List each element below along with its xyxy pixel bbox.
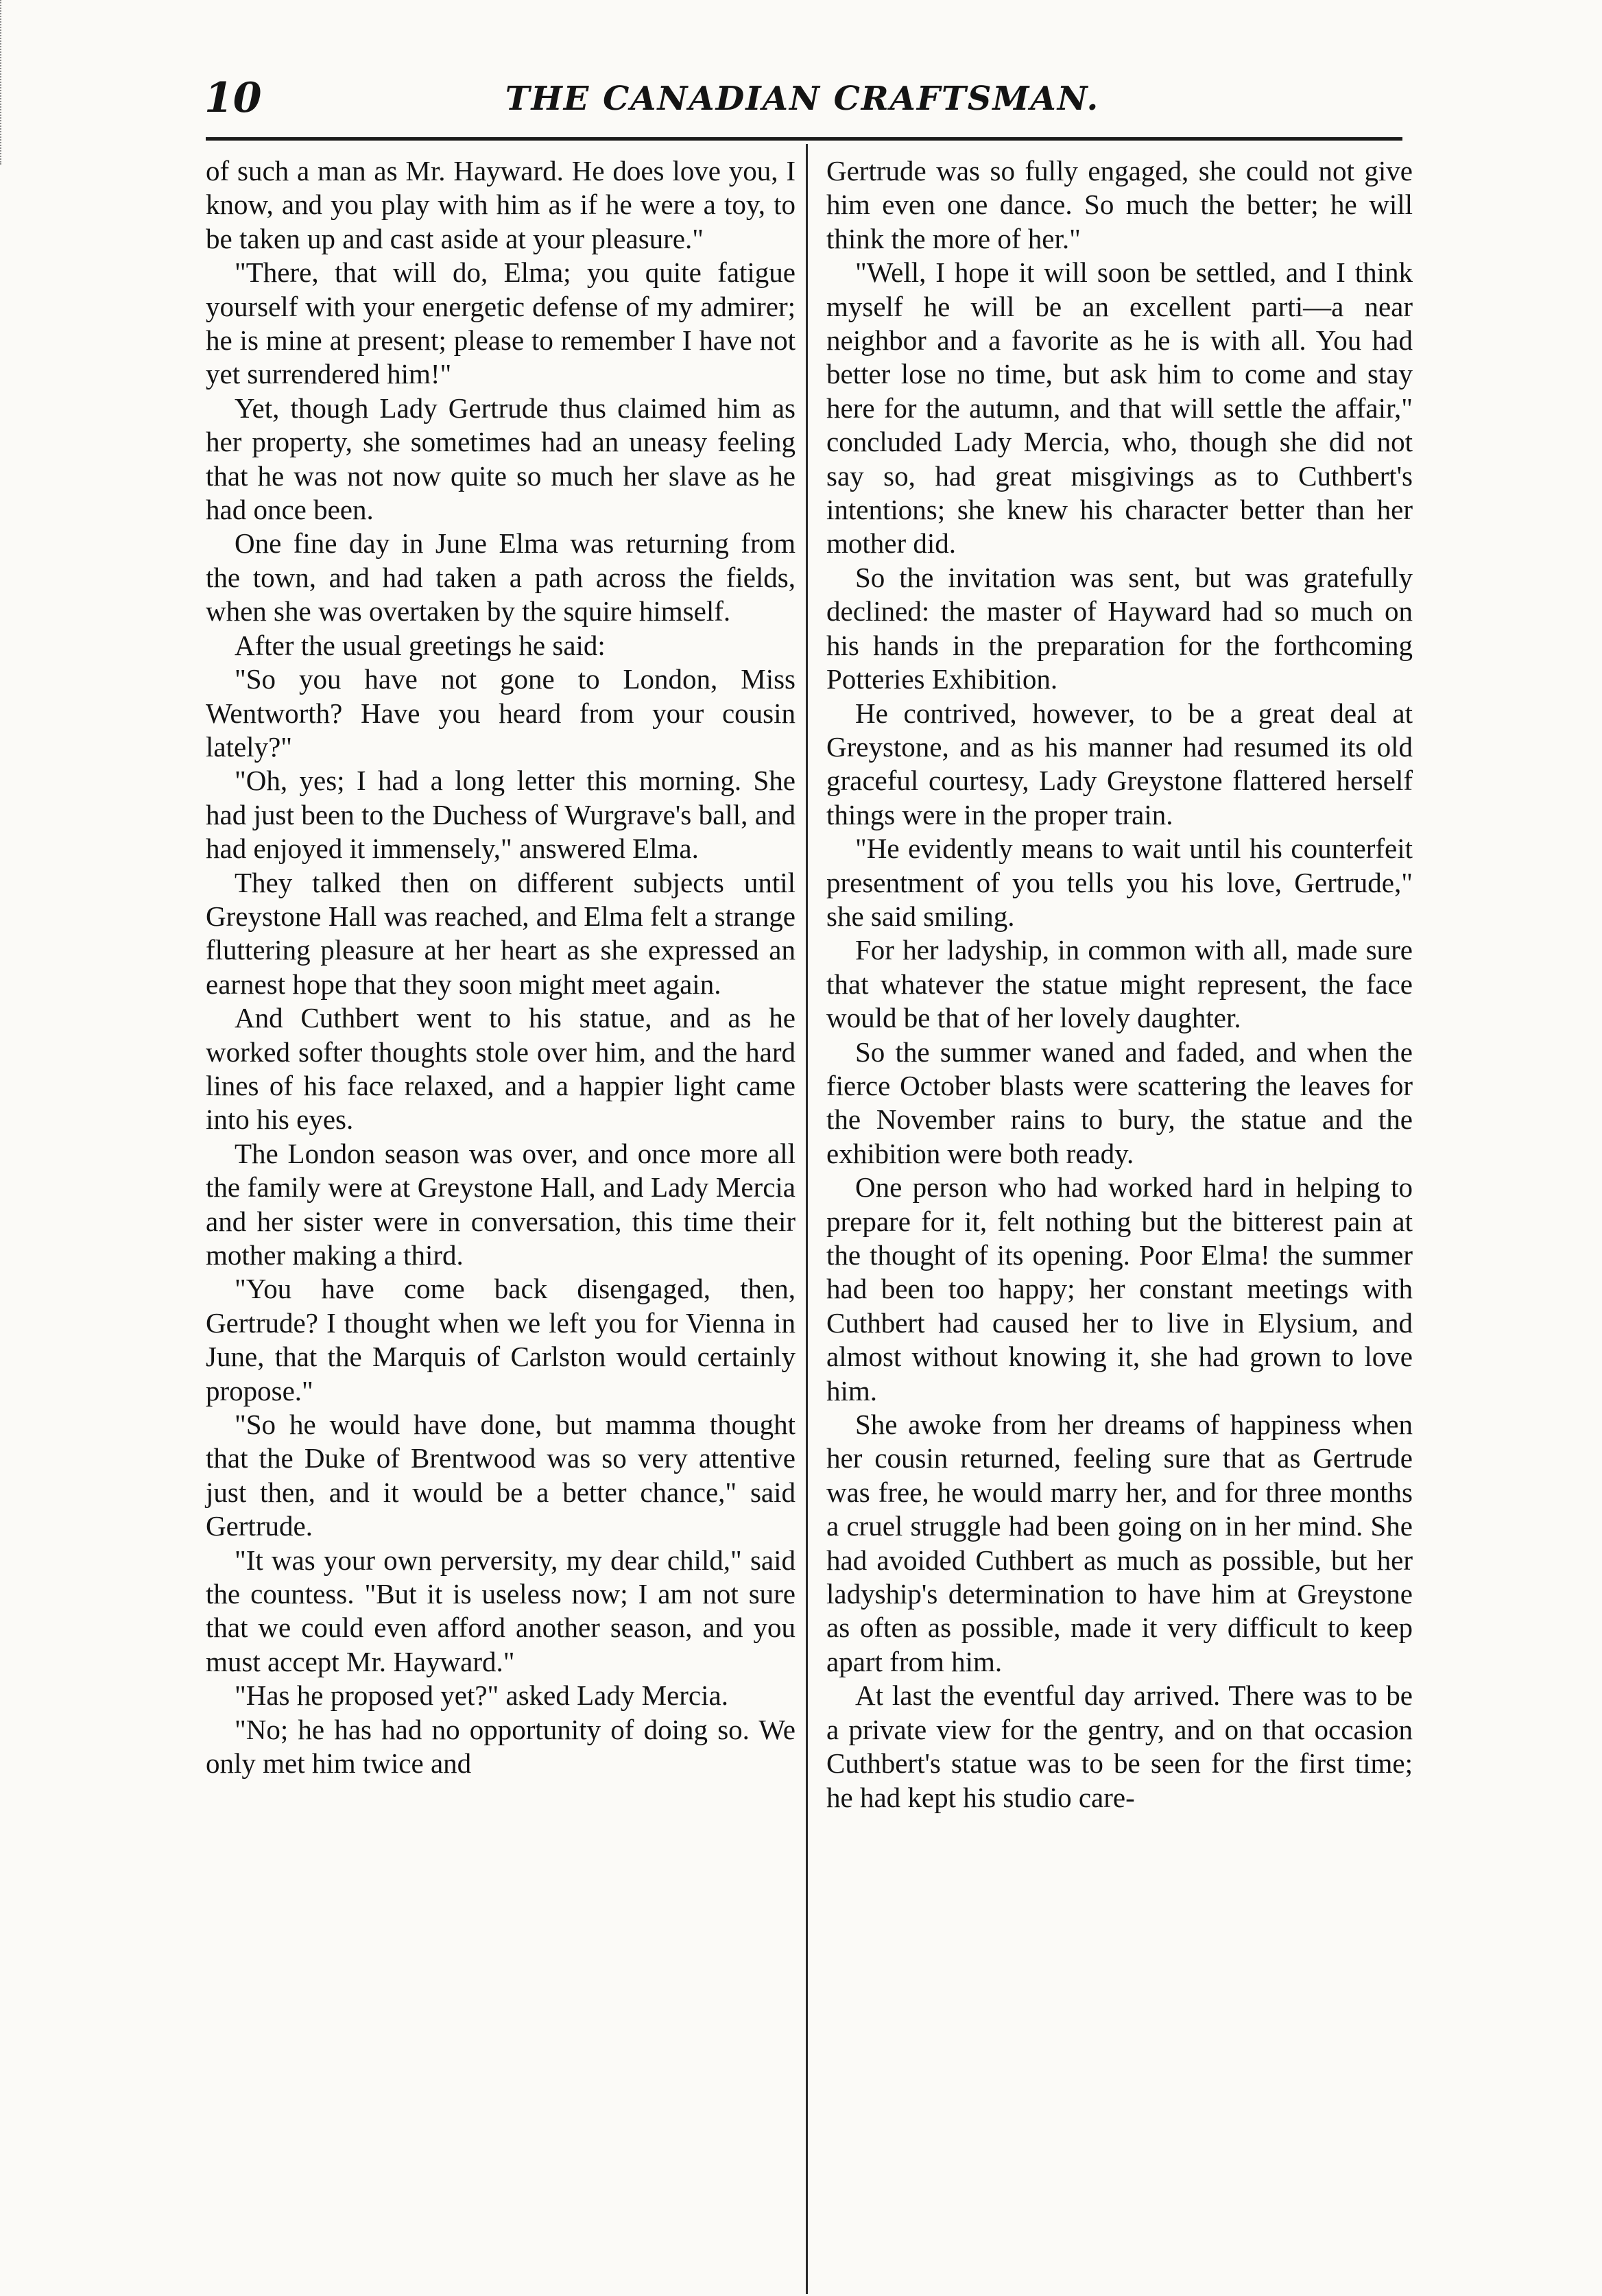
- paragraph: "So you have not gone to London, Miss Wentworth? Have you heard from your cousin lately?": [206, 663, 796, 763]
- paragraph: After the usual greetings he said:: [235, 629, 606, 661]
- paragraph: "No; he has had no opportunity of doing so. We only met him twice and: [206, 1713, 796, 1780]
- paragraph: "Oh, yes; I had a long letter this morning. She had just been to the Duchess of Wurgrave's ball, and had enjoyed it immensely," answered Elma.: [206, 765, 796, 865]
- paragraph: So the invitation was sent, but was gratefully declined: the master of Hayward had so much on his hands in the preparation for the forthcoming Potteries Exhibition.: [826, 561, 1413, 695]
- left-column: [206, 154, 796, 1781]
- right-column: [826, 154, 1413, 1815]
- paragraph: One fine day in June Elma was returning from the town, and had taken a path across the fields, when she was overtaken by the squire himself.: [206, 527, 796, 627]
- paragraph: of such a man as Mr. Hayward. He does love you, I know, and you play with him as if he were a toy, to be taken up and cast aside at your pleasure.": [206, 155, 796, 254]
- paragraph: "Well, I hope it will soon be settled, and I think myself he will be an excellent parti—a near neighbor and a favorite as he is with all. You had better lose no time, but ask him to come and stay here for the autumn, and that will settle the affair," concluded Lady Mercia, who, though she did not say so, had great misgivings as to Cuthbert's intentions; she knew his character better than her mother did.: [826, 256, 1413, 560]
- page-header: [199, 74, 1406, 136]
- paragraph: "It was your own perversity, my dear child," said the countess. "But it is useless now; I am not sure that we could even afford another season, and you must accept Mr. Hayward.": [206, 1544, 796, 1677]
- paragraph: "You have come back disengaged, then, Gertrude? I thought when we left you for Vienna in June, that the Marquis of Carlston would certainly propose.": [206, 1273, 796, 1407]
- paragraph: One person who had worked hard in helping to prepare for it, felt nothing but the bitterest pain at the thought of its opening. Poor Elma! the summer had been too happy; her constant meetings with Cuthbert had caused her to live in Elysium, and almost without knowing it, she had grown to love him.: [826, 1171, 1413, 1407]
- paragraph: So the summer waned and faded, and when the fierce October blasts were scattering the leaves for the November rains to bury, the statue and the exhibition were both ready.: [826, 1036, 1413, 1169]
- paragraph: "So he would have done, but mamma thought that the Duke of Brentwood was so very attentive just then, and it would be a better chance," said Gertrude.: [206, 1409, 796, 1542]
- paragraph: "He evidently means to wait until his counterfeit presentment of you tells you his love, Gertrude," she said smiling.: [826, 833, 1413, 932]
- paragraph: For her ladyship, in common with all, made sure that whatever the statue might represent, the face would be that of her lovely daughter.: [826, 934, 1413, 1034]
- paragraph: At last the eventful day arrived. There was to be a private view for the gentry, and on that occasion Cuthbert's statue was to be seen for the first time; he had kept his studio care-: [826, 1679, 1413, 1813]
- paragraph: "Has he proposed yet?" asked Lady Mercia.: [235, 1679, 728, 1712]
- paragraph: "There, that will do, Elma; you quite fatigue yourself with your energetic defense of my admirer; he is mine at present; please to remember I have not yet surrendered him!": [206, 256, 796, 390]
- margin-binding-marks: [0, 0, 16, 165]
- paragraph: Yet, though Lady Gertrude thus claimed him as her property, she sometimes had an uneasy feeling that he was not now quite so much her slave as he had once been.: [206, 392, 796, 526]
- page-number: 10: [204, 74, 262, 122]
- paragraph: They talked then on different subjects until Greystone Hall was reached, and Elma felt a strange fluttering pleasure at her heart as she expressed an earnest hope that they soon might meet again.: [206, 866, 796, 1000]
- running-head: THE CANADIAN CRAFTSMAN.: [505, 80, 1100, 118]
- header-rule: [206, 137, 1402, 141]
- paragraph: And Cuthbert went to his statue, and as he worked softer thoughts stole over him, and the hard lines of his face relaxed, and a happier light came into his eyes.: [206, 1002, 796, 1136]
- paragraph: Gertrude was so fully engaged, she could not give him even one dance. So much the better; he will think the more of her.": [826, 155, 1413, 254]
- paragraph: She awoke from her dreams of happiness when her cousin returned, feeling sure that as Gertrude was free, he would marry her, and for three months a cruel struggle had been going on in her mind. She had avoided Cuthbert as much as possible, but her ladyship's determination to have him at Greystone as often as possible, made it very difficult to keep apart from him.: [826, 1409, 1413, 1677]
- column-rule: [806, 144, 808, 2294]
- paragraph: The London season was over, and once more all the family were at Greystone Hall, and Lady Mercia and her sister were in conversation, this time their mother making a third.: [206, 1137, 796, 1271]
- paragraph: He contrived, however, to be a great deal at Greystone, and as his manner had resumed its old graceful courtesy, Lady Greystone flattered herself things were in the proper train.: [826, 697, 1413, 830]
